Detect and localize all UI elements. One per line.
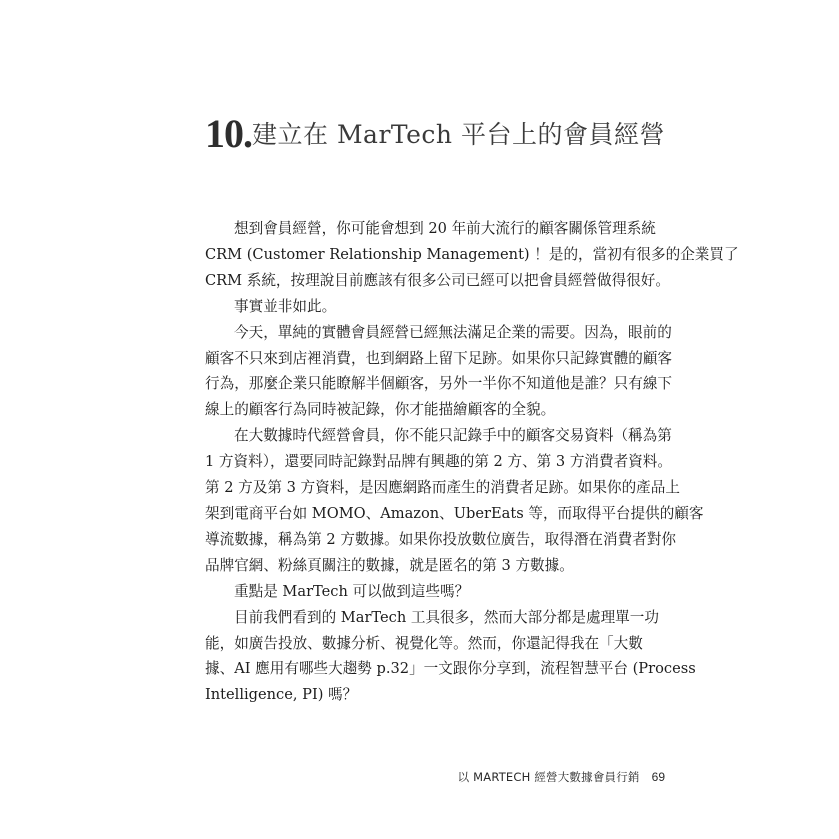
paragraph: [205, 294, 655, 320]
text-line: 想到會員經營，你可能會想到 20 年前大流行的顧客關係管理系統: [234, 220, 656, 237]
text-line: 今天，單純的實體會員經營已經無法滿足企業的需要。因為，眼前的: [234, 323, 672, 341]
text-line: Intelligence, PI) 嗎？: [205, 686, 358, 704]
page-number: 69: [651, 770, 665, 784]
section-number: 10.: [205, 111, 252, 156]
running-footer: [458, 769, 665, 785]
text-line: 據、AI 應用有哪些大趨勢 p.32」一文跟你分享到，流程智慧平台 (Process: [205, 660, 696, 678]
text-line: 能，如廣告投放、數據分析、視覺化等。然而，你還記得我在「大數: [205, 634, 643, 652]
footer-book-title: 以 MARTECH 經營大數據會員行銷: [457, 770, 640, 784]
body-text: [205, 216, 739, 708]
text-line: 目前我們看到的 MarTech 工具很多，然而大部分都是處理單一功: [234, 608, 659, 626]
text-line: 線上的顧客行為同時被記錄，你才能描繪顧客的全貌。: [205, 401, 556, 419]
text-line: 行為，那麼企業只能瞭解半個顧客，另外一半你不知道他是誰？只有線下: [205, 375, 673, 393]
text-line: 導流數據，稱為第 2 方數據。如果你投放數位廣告，取得潛在消費者對你: [205, 530, 676, 548]
text-line: 在大數據時代經營會員，你不能只記錄手中的顧客交易資料（稱為第: [234, 427, 672, 445]
paragraph: [205, 216, 739, 294]
text-line: CRM 系統，按理說目前應該有很多公司已經可以把會員經營做得很好。: [205, 271, 670, 289]
text-line: 第 2 方及第 3 方資料，是因應網路而產生的消費者足跡。如果你的產品上: [205, 479, 680, 497]
text-line: CRM (Customer Relationship Management) ！是的，當初有很多的企業買了: [205, 245, 739, 263]
paragraph: [205, 320, 673, 424]
section-heading: [205, 110, 805, 160]
paragraph: [205, 605, 696, 709]
text-line: 顧客不只來到店裡消費，也到網路上留下足跡。如果你只記錄實體的顧客: [205, 349, 673, 367]
section-title: 建立在 MarTech 平台上的會員經營: [252, 120, 665, 149]
paragraph: [205, 423, 704, 578]
paragraph: [205, 579, 655, 605]
text-line: 重點是 MarTech 可以做到這些嗎？: [234, 582, 470, 600]
text-line: 事實並非如此。: [234, 297, 337, 315]
text-line: 品牌官網、粉絲頁關注的數據，就是匿名的第 3 方數據。: [205, 556, 574, 574]
text-line: 架到電商平台如 MOMO、Amazon、UberEats 等，而取得平台提供的顧客: [205, 504, 704, 522]
text-line: 1 方資料），還要同時記錄對品牌有興趣的第 2 方、第 3 方消費者資料。: [205, 453, 672, 471]
